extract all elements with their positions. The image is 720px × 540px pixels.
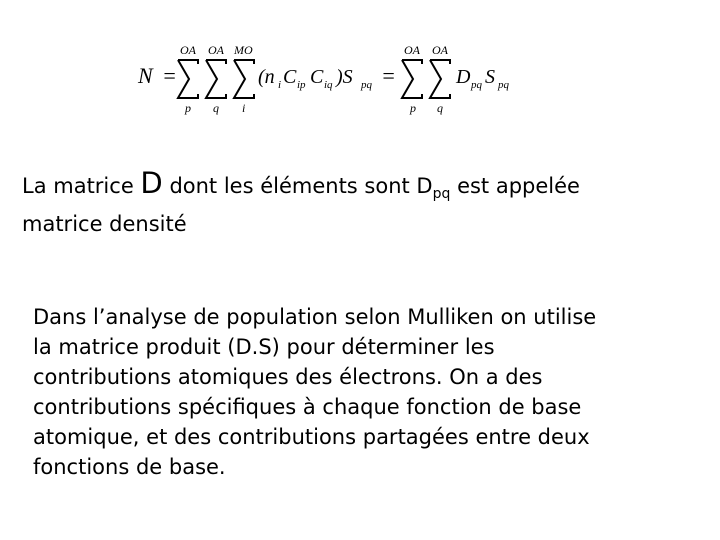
formula-rhs-d-sub: pq [471, 79, 482, 91]
formula-open-n: (n [258, 66, 275, 88]
sum4-upper: OA [404, 43, 420, 57]
density-matrix-paragraph [22, 168, 702, 239]
formula-rhs-d: D [456, 66, 471, 88]
formula-rhs-s-sub: pq [498, 79, 509, 91]
formula-n-sub: i [278, 79, 282, 91]
sum5-sigma-icon [430, 60, 450, 98]
formula-eq: = [162, 63, 177, 88]
formula-rhs-s: S [485, 66, 495, 88]
para1-line1 [22, 168, 702, 209]
sum2-sigma-icon [206, 60, 226, 98]
formula-c1-sub: ip [297, 79, 306, 91]
sum3-upper: MO [234, 43, 253, 57]
sum1-upper: OA [180, 43, 196, 57]
para2-line: contributions spécifiques à chaque fonction de base [33, 395, 582, 419]
sum1-lower: p [185, 101, 191, 115]
para2-line: atomique, et des contributions partagées entre deux [33, 425, 590, 449]
para2-line: Dans l’analyse de population selon Mulliken on utilise [33, 305, 597, 329]
formula-eq2: = [381, 63, 396, 88]
formula-lhs: N [138, 63, 153, 88]
para2-line: la matrice produit (D.S) pour déterminer les [33, 335, 495, 359]
sum2-lower: q [213, 101, 219, 115]
formula-close-s: )S [336, 66, 353, 88]
para1-after: est appelée [450, 174, 580, 198]
para1-sub: pq [432, 186, 451, 202]
sum3-sigma-icon [234, 60, 254, 98]
sum3-lower: i [242, 101, 246, 115]
formula-c2: C [310, 66, 324, 88]
sum4-lower: p [410, 101, 416, 115]
formula-svg [118, 38, 538, 118]
sum2-upper: OA [208, 43, 224, 57]
para1-middle: dont les éléments sont D [162, 174, 433, 198]
sum5-lower: q [437, 101, 443, 115]
mulliken-paragraph [33, 302, 693, 482]
para2-line: contributions atomiques des électrons. On a des [33, 365, 543, 389]
sum1-sigma-icon [178, 60, 198, 98]
para2-line: fonctions de base. [33, 455, 226, 479]
population-formula [118, 38, 538, 118]
formula-s-sub: pq [361, 79, 372, 91]
para1-before: La matrice [22, 174, 141, 198]
formula-c2-sub: iq [324, 79, 333, 91]
para1-big-d: D [140, 166, 163, 200]
formula-c1: C [283, 66, 297, 88]
sum5-upper: OA [432, 43, 448, 57]
para1-line2: matrice densité [22, 212, 187, 236]
sum4-sigma-icon [402, 60, 422, 98]
